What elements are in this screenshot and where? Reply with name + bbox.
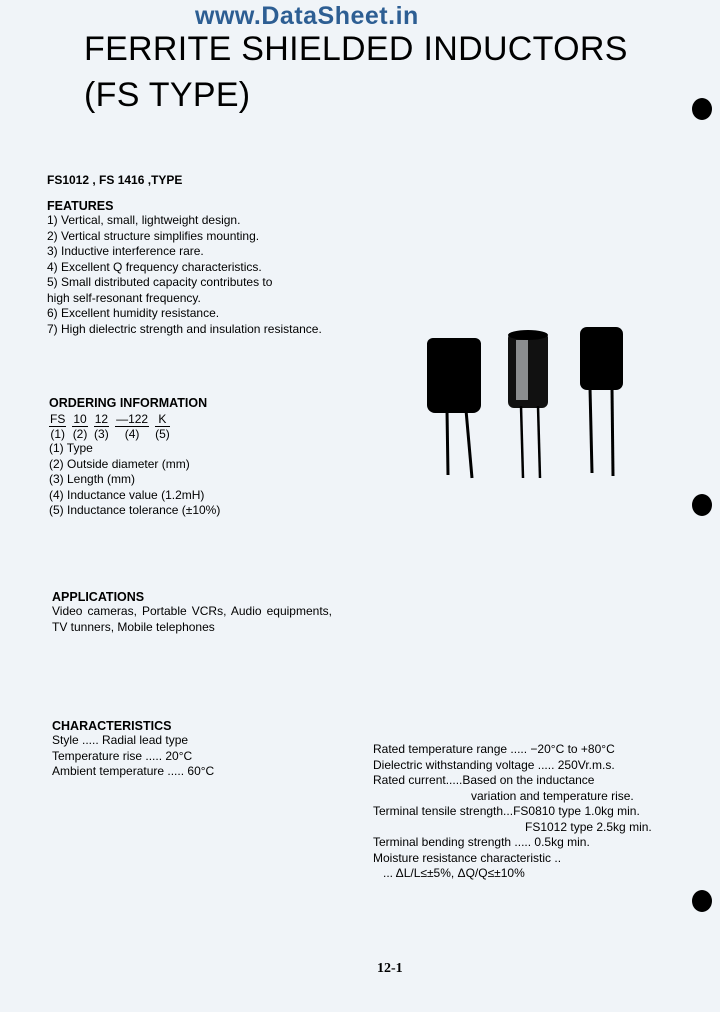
part-number-code [49, 412, 220, 441]
feature-item: 7) High dielectric strength and insulation resistance. [47, 321, 322, 336]
code-segment-inductance: —122 (4) [116, 412, 149, 441]
binder-hole-icon [692, 98, 712, 120]
characteristic-item: Dielectric withstanding voltage ..... 250Vr.m.s. [373, 757, 615, 772]
characteristic-item: Style ..... Radial lead type [52, 733, 189, 747]
feature-item: 4) Excellent Q frequency characteristics. [47, 259, 262, 274]
characteristics-right-column [373, 742, 665, 882]
feature-item: high self-resonant frequency. [47, 290, 201, 305]
characteristic-item: Rated current.....Based on the inductance [373, 773, 595, 787]
page-number: 12-1 [377, 961, 403, 976]
ordering-item: (3) Length (mm) [49, 472, 136, 486]
characteristic-item-cont: ... ΔL/L≤±5%, ΔQ/Q≤±10% [383, 866, 525, 880]
features-heading: FEATURES [47, 199, 114, 213]
features-section [47, 199, 322, 337]
characteristics-section [52, 719, 214, 780]
feature-item: 6) Excellent humidity resistance. [47, 306, 220, 320]
characteristic-item-cont: variation and temperature rise. [471, 788, 634, 803]
characteristic-item: Terminal tensile strength...FS0810 type 1.0kg min. [373, 804, 640, 818]
applications-text: Video cameras, Portable VCRs, Audio equipments, TV tunners, Mobile telephones [52, 604, 332, 634]
model-subtitle: FS1012 , FS 1416 ,TYPE [47, 173, 183, 187]
ordering-item: (5) Inductance tolerance (±10%) [49, 503, 221, 517]
page-title-line2: (FS TYPE) [84, 76, 251, 114]
ordering-heading: ORDERING INFORMATION [49, 396, 208, 410]
binder-hole-icon [692, 494, 712, 516]
ordering-section [49, 396, 220, 519]
page-title-line1: FERRITE SHIELDED INDUCTORS [84, 30, 628, 68]
characteristic-item: Moisture resistance characteristic .. [373, 850, 562, 865]
feature-item: 5) Small distributed capacity contributes to [47, 275, 273, 289]
code-segment-tolerance: K (5) [155, 412, 170, 441]
inductor-photo [420, 310, 650, 480]
characteristic-item: Terminal bending strength ..... 0.5kg min. [373, 835, 590, 849]
characteristic-item-cont: FS1012 type 2.5kg min. [525, 819, 652, 834]
applications-heading: APPLICATIONS [52, 590, 145, 604]
characteristics-heading: CHARACTERISTICS [52, 719, 172, 733]
ordering-item: (2) Outside diameter (mm) [49, 456, 190, 471]
characteristic-item: Rated temperature range ..... −20°C to +80°C [373, 742, 615, 756]
binder-hole-icon [692, 890, 712, 912]
characteristic-item: Ambient temperature ..... 60°C [52, 764, 215, 778]
feature-item: 1) Vertical, small, lightweight design. [47, 213, 241, 227]
code-segment-type: FS (1) [50, 412, 66, 441]
feature-item: 2) Vertical structure simplifies mounting. [47, 228, 260, 243]
feature-item: 3) Inductive interference rare. [47, 244, 204, 258]
characteristic-item: Temperature rise ..... 20°C [52, 748, 193, 763]
ordering-item: (4) Inductance value (1.2mH) [49, 487, 205, 502]
applications-section [52, 590, 332, 635]
code-segment-diameter: 10 (2) [72, 412, 88, 441]
code-segment-length: 12 (3) [94, 412, 109, 441]
watermark[interactable]: www.DataSheet.in [195, 2, 419, 30]
ordering-item: (1) Type [49, 441, 93, 455]
